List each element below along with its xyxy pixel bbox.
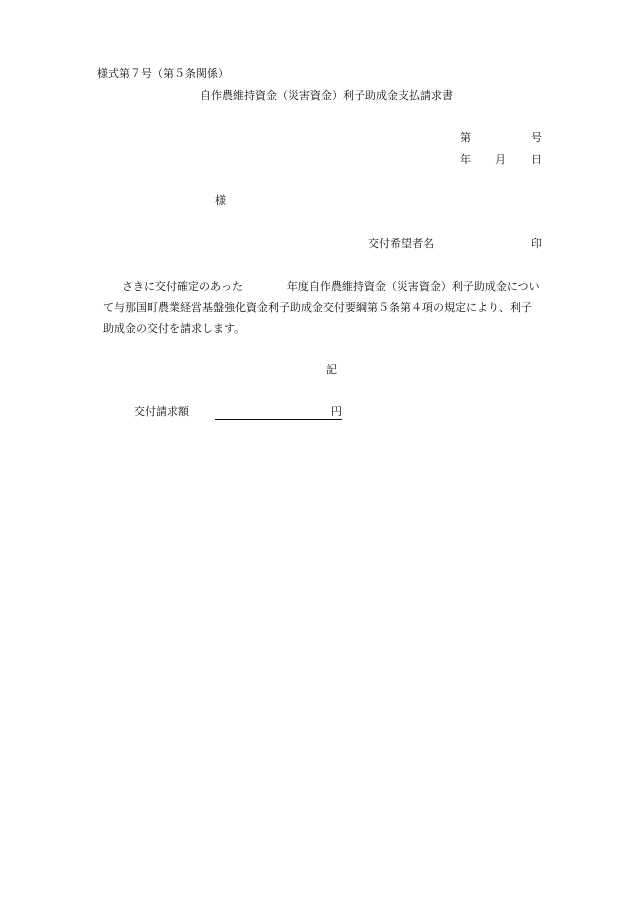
document-number-prefix: 第 [460,131,471,144]
addressee-honorific: 様 [215,194,226,207]
form-number: 様式第７号（第５条関係） [97,67,229,80]
amount-field [215,404,342,420]
note-heading: 記 [326,363,337,376]
amount-label: 交付請求額 [134,405,189,418]
seal-mark: 印 [531,237,542,250]
body-line-3: 助成金の交付を請求します。 [103,322,246,335]
date-year-label: 年 [460,153,471,166]
document-title: 自作農維持資金（災害資金）利子助成金支払請求書 [200,89,453,102]
amount-unit: 円 [331,405,342,418]
applicant-name-label: 交付希望者名 [368,237,434,250]
body-line-1-post: 年度自作農維持資金（災害資金）利子助成金につい [286,280,540,293]
body-line-1-pre: さきに交付確定のあった [122,280,243,293]
body-line-1 [103,276,573,297]
request-body [103,276,573,339]
body-line-2: て与那国町農業経営基盤強化資金利子助成金交付要綱第５条第４項の規定により、利子 [103,301,532,314]
date-day-label: 日 [531,153,542,166]
document-number-suffix: 号 [531,131,542,144]
date-month-label: 月 [495,153,506,166]
